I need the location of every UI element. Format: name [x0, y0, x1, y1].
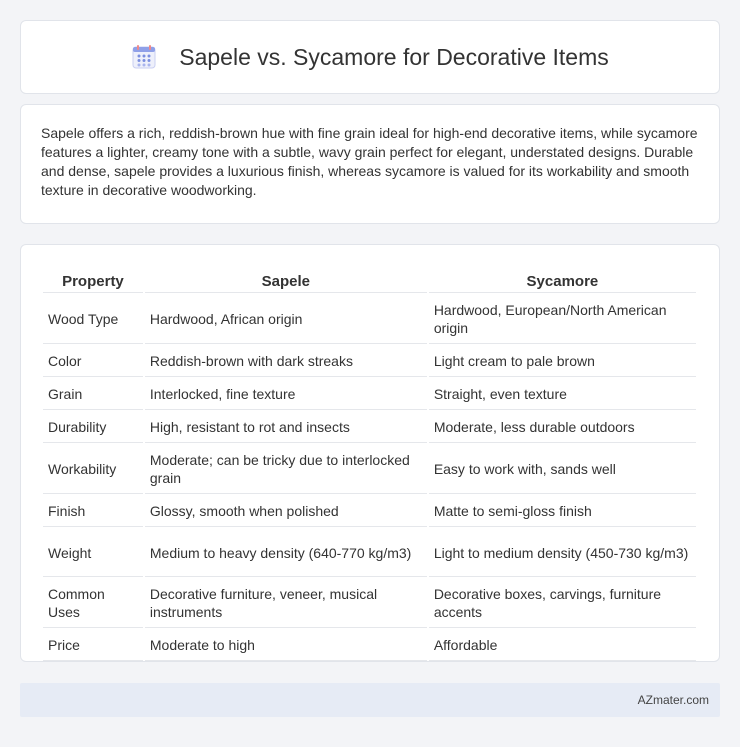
sapele-cell: Hardwood, African origin — [145, 295, 427, 344]
header-property: Property — [43, 267, 143, 293]
sapele-cell: Reddish-brown with dark streaks — [145, 346, 427, 377]
property-cell: Workability — [43, 445, 143, 494]
sycamore-cell: Light to medium density (450-730 kg/m3) — [429, 529, 696, 577]
sapele-cell: Glossy, smooth when polished — [145, 496, 427, 527]
sycamore-cell: Easy to work with, sands well — [429, 445, 696, 494]
comparison-table — [41, 265, 698, 663]
sapele-cell: Medium to heavy density (640-770 kg/m3) — [145, 529, 427, 577]
header-inner — [131, 44, 609, 71]
property-cell: Common Uses — [43, 579, 143, 628]
page-title: Sapele vs. Sycamore for Decorative Items — [179, 43, 609, 70]
table-header-row — [43, 267, 696, 293]
intro-paragraph: Sapele offers a rich, reddish-brown hue with fine grain ideal for high-end decorative items, while sycamore features a lighter, creamy tone with a subtle, wavy grain perfect for elegant, understated designs. Durable and dense, sapele provides a luxurious finish, whereas sycamore is valued for its workability and smooth texture in decorative woodworking. — [41, 125, 698, 198]
property-cell: Weight — [43, 529, 143, 577]
table-row — [43, 529, 696, 577]
table-row — [43, 379, 696, 410]
sapele-cell: Decorative furniture, veneer, musical instruments — [145, 579, 427, 628]
sycamore-cell: Hardwood, European/North American origin — [429, 295, 696, 344]
calendar-grid-icon — [131, 44, 157, 70]
sycamore-cell: Light cream to pale brown — [429, 346, 696, 377]
property-cell: Wood Type — [43, 295, 143, 344]
sycamore-cell: Affordable — [429, 630, 696, 661]
property-cell: Color — [43, 346, 143, 377]
sapele-cell: Interlocked, fine texture — [145, 379, 427, 410]
table-row — [43, 295, 696, 344]
footer-bar — [20, 683, 720, 717]
header-sycamore: Sycamore — [429, 267, 696, 293]
sycamore-cell: Straight, even texture — [429, 379, 696, 410]
sycamore-cell: Matte to semi-gloss finish — [429, 496, 696, 527]
property-cell: Price — [43, 630, 143, 661]
comparison-card — [20, 244, 720, 662]
footer-brand: AZmater.com — [637, 693, 709, 707]
sycamore-cell: Moderate, less durable outdoors — [429, 412, 696, 443]
header-sapele: Sapele — [145, 267, 427, 293]
table-row — [43, 579, 696, 628]
sapele-cell: Moderate to high — [145, 630, 427, 661]
property-cell: Finish — [43, 496, 143, 527]
table-row — [43, 496, 696, 527]
header-card — [20, 20, 720, 94]
table-row — [43, 346, 696, 377]
sapele-cell: High, resistant to rot and insects — [145, 412, 427, 443]
table-row — [43, 412, 696, 443]
intro-card — [20, 104, 720, 224]
table-row — [43, 630, 696, 661]
sapele-cell: Moderate; can be tricky due to interlocked grain — [145, 445, 427, 494]
property-cell: Grain — [43, 379, 143, 410]
property-cell: Durability — [43, 412, 143, 443]
table-row — [43, 445, 696, 494]
sycamore-cell: Decorative boxes, carvings, furniture accents — [429, 579, 696, 628]
